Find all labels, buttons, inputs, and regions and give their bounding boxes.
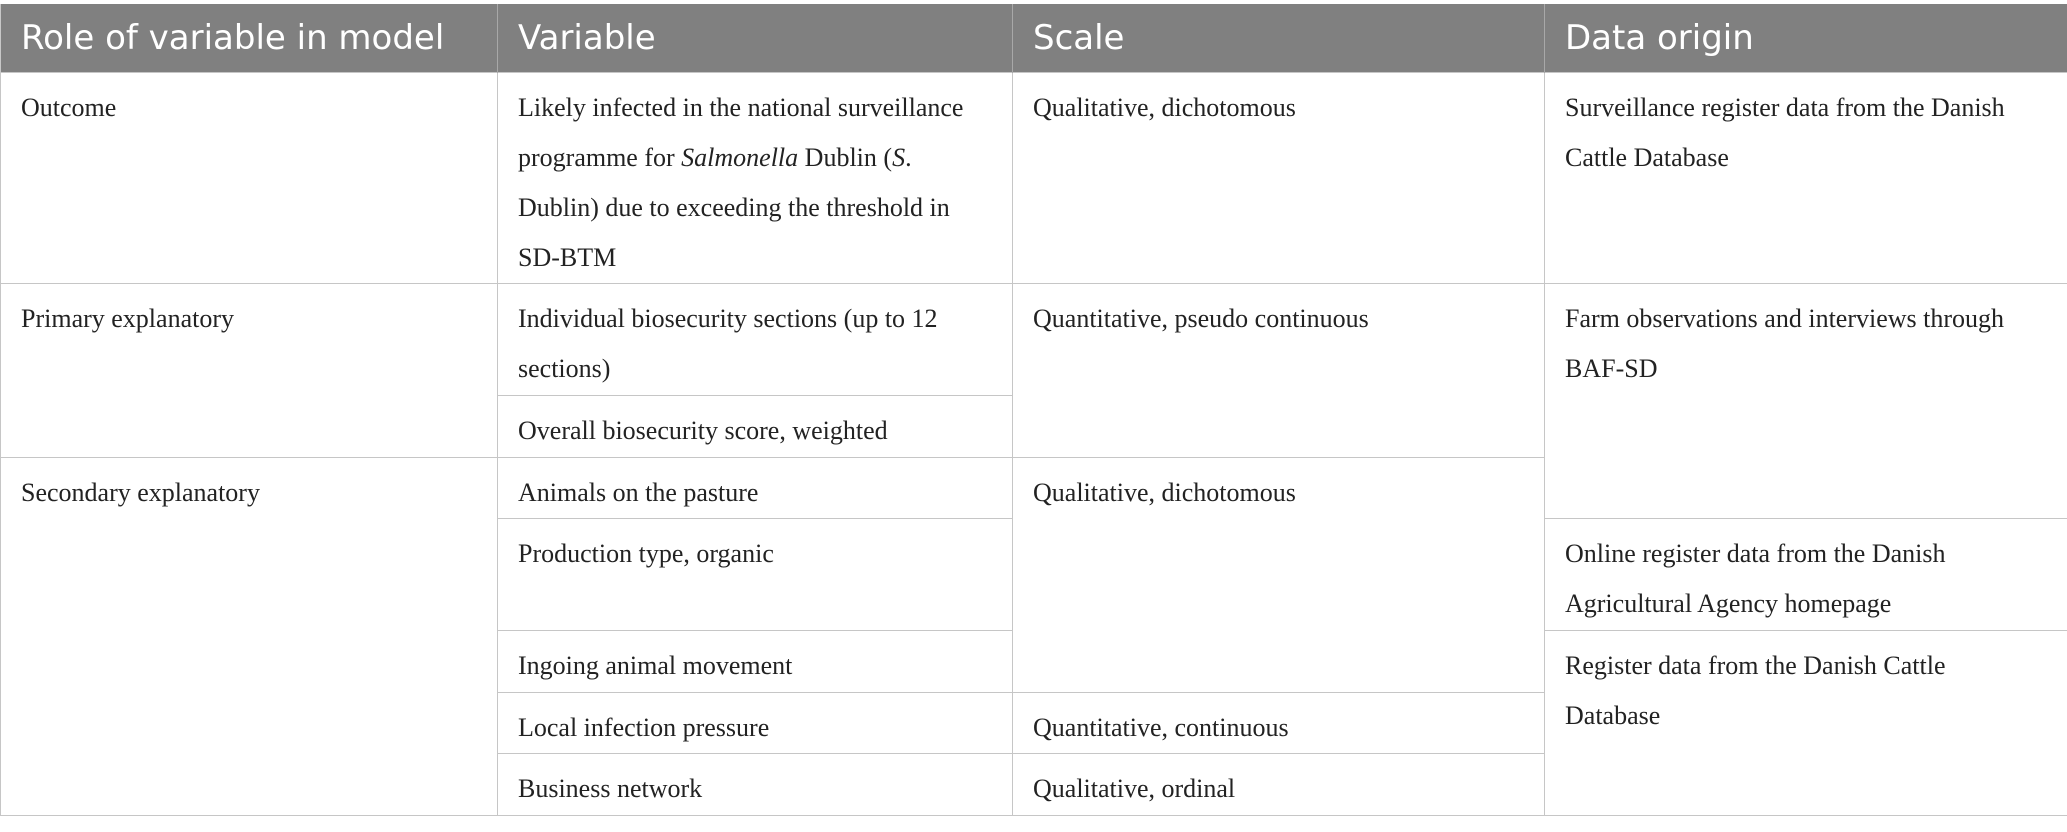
origin-online-register: Online register data from the Danish Agricultural Agency homepage (1545, 518, 2067, 630)
scale-outcome: Qualitative, dichotomous (1013, 72, 1545, 283)
header-role: Role of variable in model (1, 4, 498, 72)
variable-outcome (498, 72, 1013, 283)
scale-quant-continuous: Quantitative, continuous (1013, 692, 1545, 753)
role-secondary: Secondary explanatory (1, 457, 498, 815)
origin-farm-obs: Farm observations and interviews through BAF-SD (1545, 283, 2067, 518)
table-row (1, 72, 2067, 283)
variable-ingoing-movement: Ingoing animal movement (498, 630, 1013, 692)
table-row (1, 283, 2067, 395)
variable-biosecurity-sections: Individual biosecurity sections (up to 12 sections) (498, 283, 1013, 395)
scale-quant-pseudo: Quantitative, pseudo continuous (1013, 283, 1545, 457)
outcome-text-post: . Dublin) due to exceeding the threshold in SD-BTM (518, 142, 950, 272)
outcome-text-mid: Dublin ( (798, 142, 893, 172)
header-variable: Variable (498, 4, 1013, 72)
variable-infection-pressure: Local infection pressure (498, 692, 1013, 753)
header-origin: Data origin (1545, 4, 2067, 72)
origin-register: Register data from the Danish Cattle Database (1545, 630, 2067, 815)
header-row (1, 4, 2067, 72)
outcome-text-pre: Likely infected in the national surveillance programme for (518, 92, 964, 172)
outcome-abbr: S (892, 142, 906, 172)
scale-qual-dichotomous: Qualitative, dichotomous (1013, 457, 1545, 692)
header-scale: Scale (1013, 4, 1545, 72)
variable-business-network: Business network (498, 753, 1013, 815)
role-outcome: Outcome (1, 72, 498, 283)
outcome-genus: Salmonella (681, 142, 799, 172)
variable-pasture: Animals on the pasture (498, 457, 1013, 518)
scale-qual-ordinal: Qualitative, ordinal (1013, 753, 1545, 815)
variable-production-type: Production type, organic (498, 518, 1013, 630)
variables-table (0, 4, 2067, 816)
role-primary: Primary explanatory (1, 283, 498, 457)
origin-surveillance: Surveillance register data from the Danish Cattle Database (1545, 72, 2067, 283)
variable-overall-score: Overall biosecurity score, weighted (498, 395, 1013, 457)
